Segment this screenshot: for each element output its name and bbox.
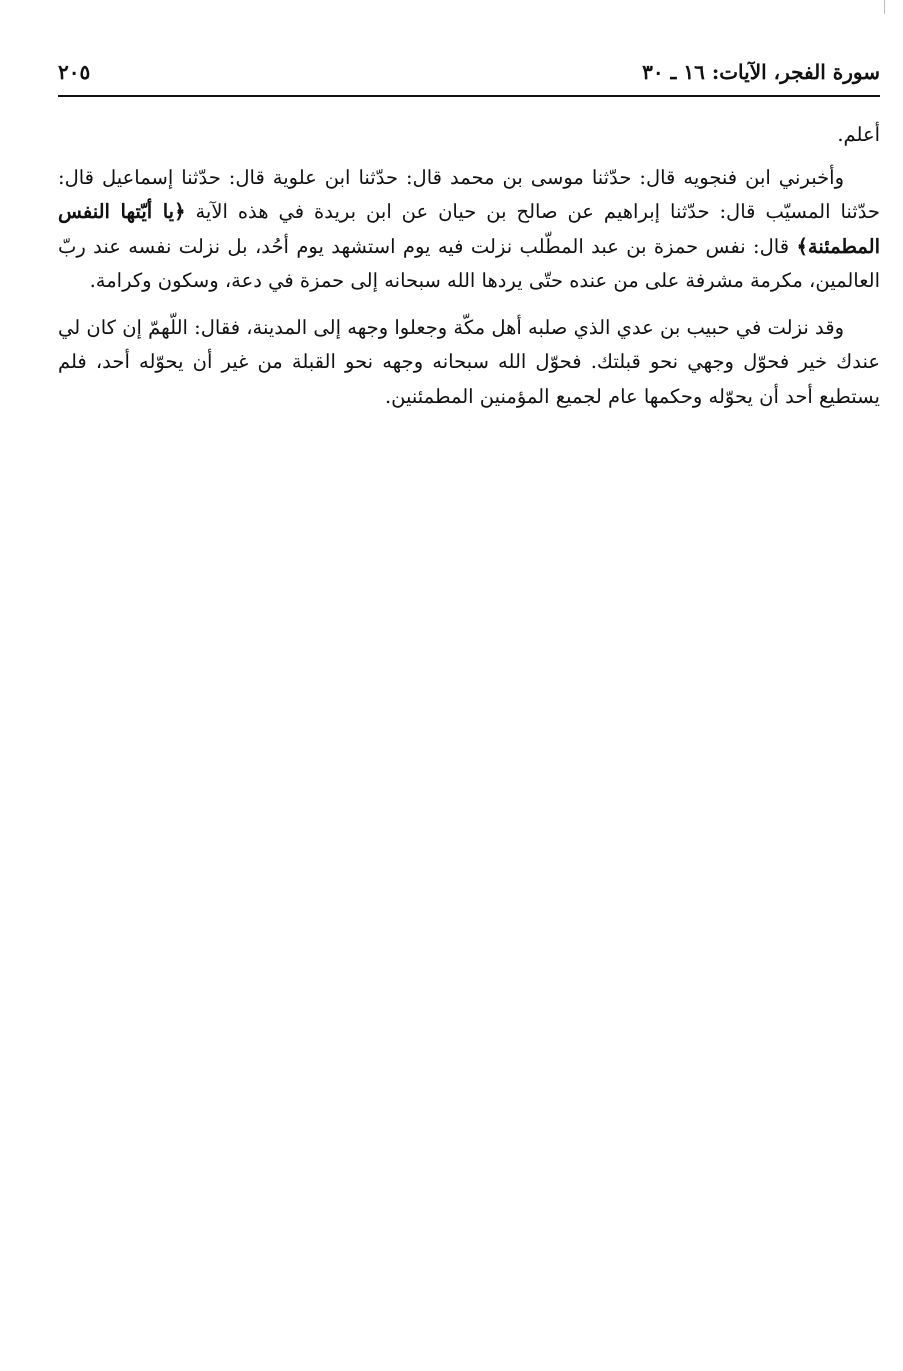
running-title: سورة الفجر، الآيات: ١٦ ـ ٣٠ [642, 60, 880, 84]
page-number: ٢٠٥ [58, 60, 91, 84]
quran-verse: ﴿يا أيّتها النفس المطمئنة﴾ [58, 200, 880, 258]
body-text [58, 118, 880, 426]
paragraph-1-text-a: وأخبرني ابن فنجويه قال: حدّثنا موسى بن محمد قال: حدّثنا ابن علوية قال: حدّثنا إسماعيل قال: حدّثنا المسيّب قال: حدّثنا إبراهيم عن صالح بن حيان عن ابن بريدة في هذه الآية [58, 165, 880, 223]
paragraph-1-text-b: قال: نفس حمزة بن عبد المطّلب نزلت فيه يوم استشهد يوم أحُد، بل نزلت نفسه عند ربّ العالمين، مكرمة مشرفة على من عنده حتّى يردها الله سبحانه إلى حمزة في دعة، وسكون وكرامة. [58, 234, 880, 292]
paragraph-1 [58, 161, 880, 299]
scan-mark [884, 0, 885, 14]
continuation-line: أعلم. [837, 123, 880, 146]
page-header [58, 58, 880, 92]
paragraph-2: وقد نزلت في حبيب بن عدي الذي صلبه أهل مكّة وجعلوا وجهه إلى المدينة، فقال: اللّهمّ إن كان لي عندك خير فحوّل وجهي نحو قبلتك. فحوّل الله سبحانه وجهه نحو القبلة من غير أن يحوّله أحد، فلم يستطيع أحد أن يحوّله وحكمها عام لجميع المؤمنين المطمئنين. [58, 315, 880, 408]
header-rule [58, 95, 880, 97]
